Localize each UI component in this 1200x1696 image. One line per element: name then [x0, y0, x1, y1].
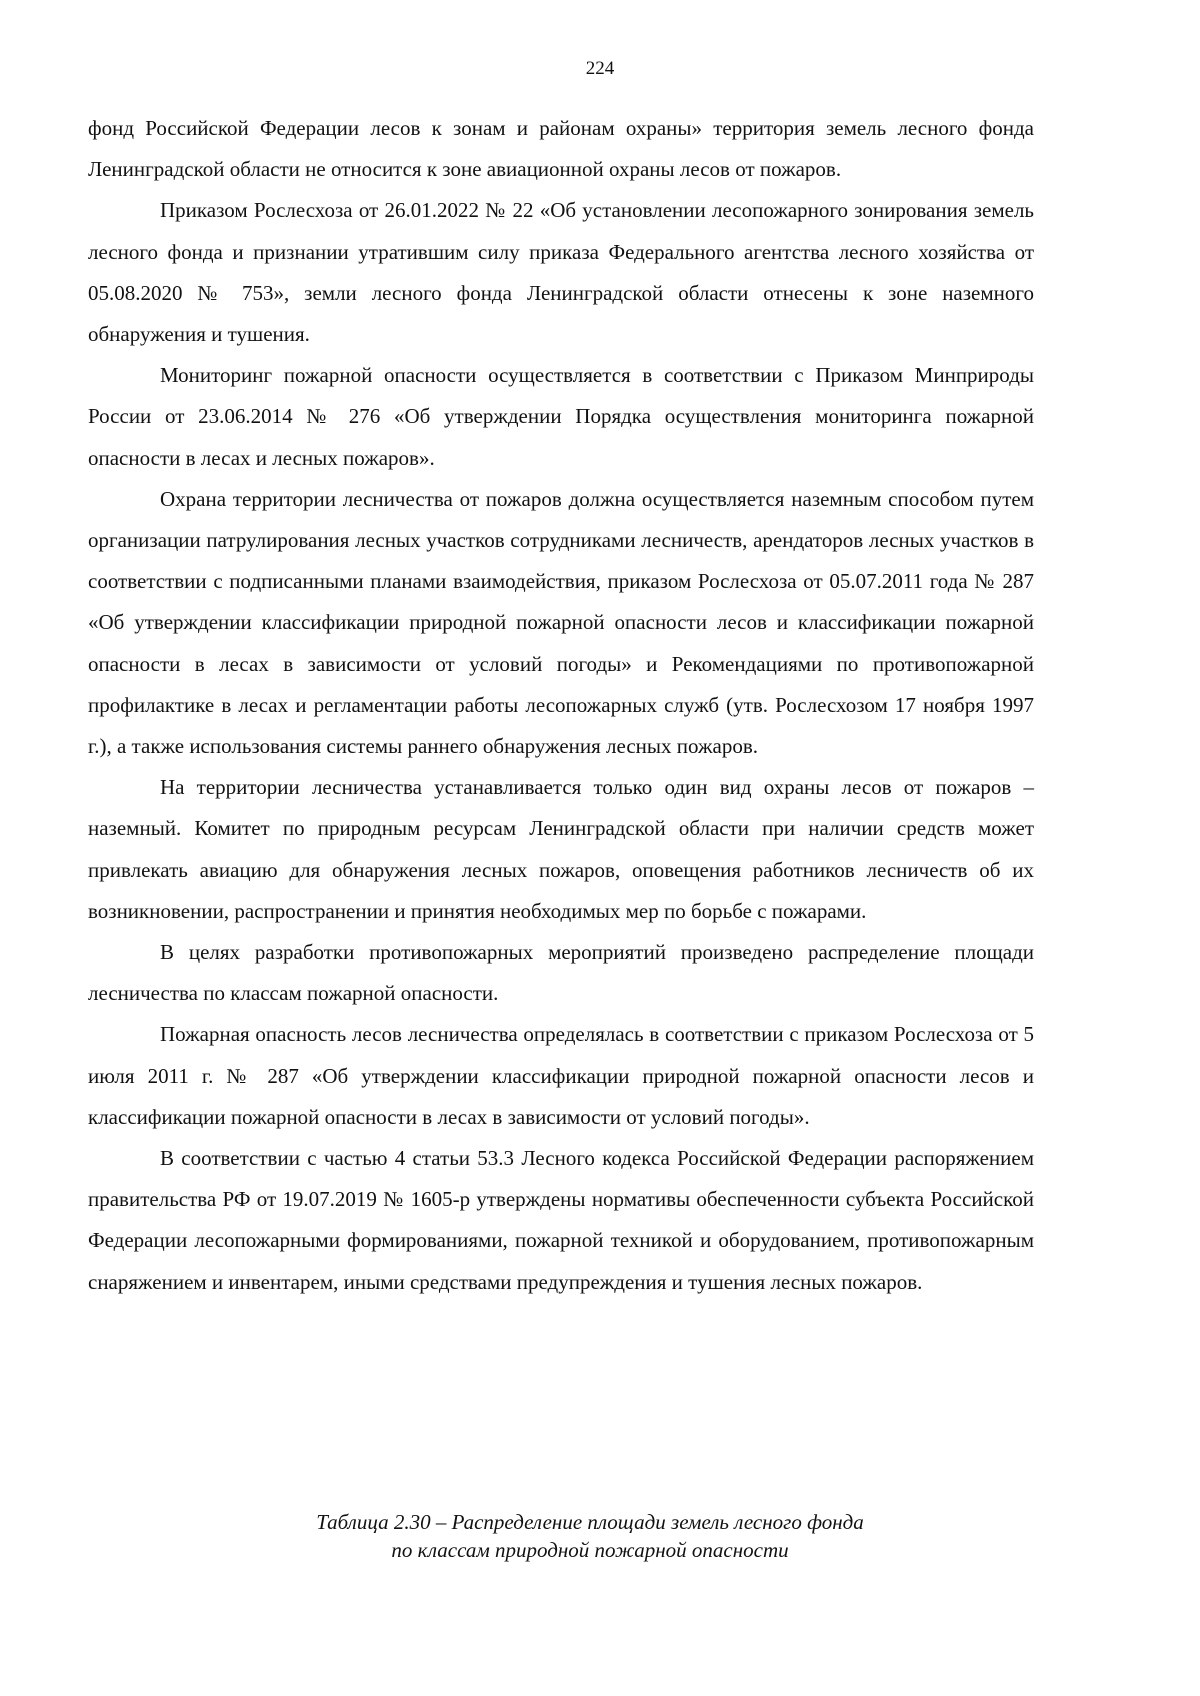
paragraph-2: Приказом Рослесхоза от 26.01.2022 № 22 «Об установлении лесопожарного зонирования земель лесного фонда и признании утратившим силу приказа Федерального агентства лесного хозяйства от 05.08.2020 № 753», земли лесного фонда Ленинградской области отнесены к зоне наземного обнаружения и тушения. — [88, 198, 1034, 347]
paragraph-4: Охрана территории лесничества от пожаров должна осуществляется наземным способом путем организации патрулирования лесных участков сотрудниками лесничеств, арендаторов лесных участков в соответствии с подписанными планами взаимодействия, приказом Рослесхоза от 05.07.2011 года № 287 «Об утверждении классификации природной пожарной опасности лесов и классификации пожарной опасности в лесах в зависимости от условий погоды» и Рекомендациями по противопожарной профилактике в лесах и регламентации работы лесопожарных служб (утв. Рослесхозом 17 ноября 1997 г.), а также использования системы раннего обнаружения лесных пожаров. — [88, 486, 1034, 759]
page-number: 224 — [585, 58, 615, 79]
paragraph-1: фонд Российской Федерации лесов к зонам и районам охраны» территория земель лесного фонда Ленинградской области не относится к зоне авиационной охраны лесов от пожаров. — [88, 116, 1034, 182]
paragraph-8: В соответствии с частью 4 статьи 53.3 Лесного кодекса Российской Федерации распоряжением правительства РФ от 19.07.2019 № 1605-р утверждены нормативы обеспеченности субъекта Российской Федерации лесопожарными формированиями, пожарной техникой и оборудованием, противопожарным снаряжением и инвентарем, иными средствами предупреждения и тушения лесных пожаров. — [88, 1146, 1034, 1294]
paragraph-3: Мониторинг пожарной опасности осуществляется в соответствии с Приказом Минприроды России от 23.06.2014 № 276 «Об утверждении Порядка осуществления мониторинга пожарной опасности в лесах и лесных пожаров». — [88, 363, 1034, 470]
paragraph-5: На территории лесничества устанавливается только один вид охраны лесов от пожаров – наземный. Комитет по природным ресурсам Ленинградской области при наличии средств может привлекать авиацию для обнаружения лесных пожаров, оповещения работников лесничеств об их возникновении, распространении и принятия необходимых мер по борьбе с пожарами. — [88, 775, 1034, 923]
body-text — [88, 108, 1034, 1303]
table-caption-line-1: Таблица 2.30 – Распределение площади земель лесного фонда — [316, 1510, 864, 1534]
table-caption — [0, 1508, 1180, 1564]
table-caption-line-2: по классам природной пожарной опасности — [391, 1538, 789, 1562]
paragraph-6: В целях разработки противопожарных мероприятий произведено распределение площади лесничества по классам пожарной опасности. — [88, 940, 1034, 1006]
paragraph-7: Пожарная опасность лесов лесничества определялась в соответствии с приказом Рослесхоза от 5 июля 2011 г. № 287 «Об утверждении классификации природной пожарной опасности лесов и классификации пожарной опасности в лесах в зависимости от условий погоды». — [88, 1022, 1034, 1129]
